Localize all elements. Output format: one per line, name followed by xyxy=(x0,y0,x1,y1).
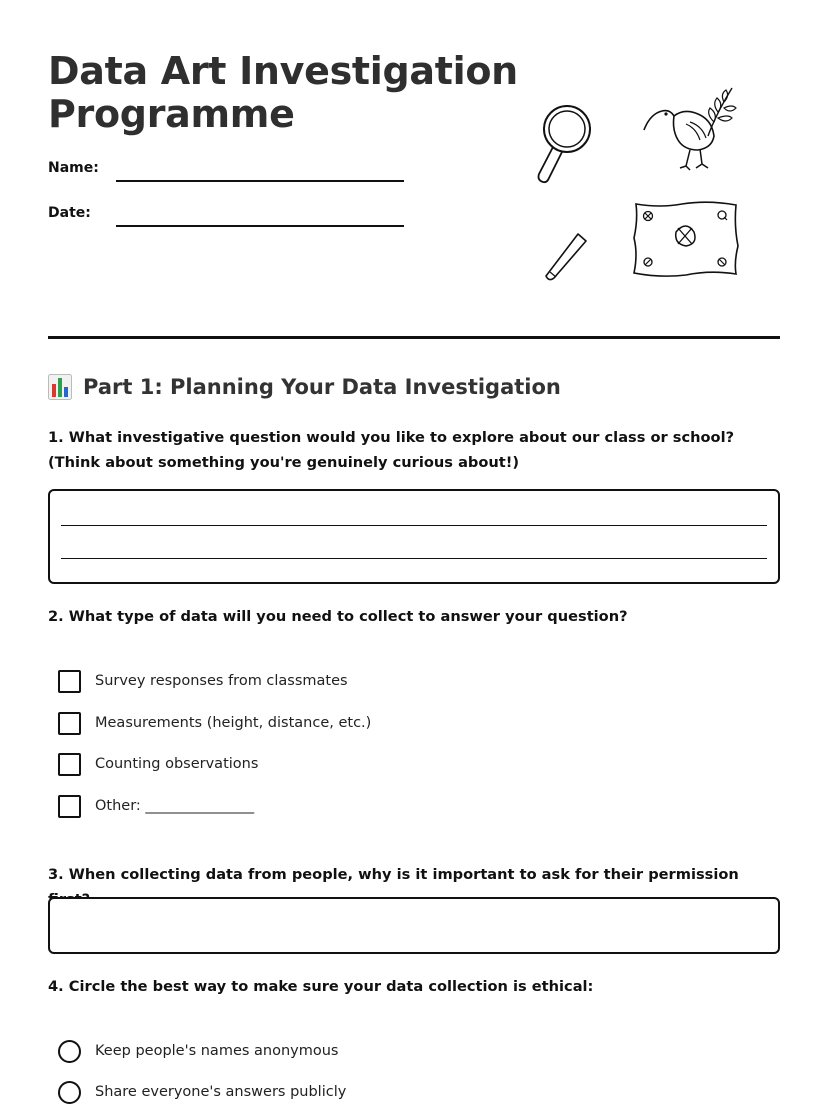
question-3: 3. When collecting data from people, why is it important to ask for their permission xyxy=(48,866,739,883)
option-label: Other: _______________ xyxy=(95,798,255,814)
checkbox[interactable] xyxy=(58,795,81,818)
answer-line xyxy=(61,525,767,526)
q1-answer-box[interactable] xyxy=(48,489,780,584)
q3-answer-box[interactable] xyxy=(48,897,780,954)
q2-option-counting[interactable] xyxy=(58,752,258,776)
answer-line xyxy=(61,558,767,559)
checkbox[interactable] xyxy=(58,670,81,693)
name-field[interactable] xyxy=(116,180,404,182)
option-label: Measurements (height, distance, etc.) xyxy=(95,715,372,731)
pencil-icon xyxy=(542,230,594,284)
radio-circle[interactable] xyxy=(58,1040,81,1063)
q2-option-other[interactable] xyxy=(58,794,254,818)
title-line-1: Data Art Investigation xyxy=(48,49,518,93)
magnifying-glass-icon xyxy=(532,100,598,188)
option-label: Counting observations xyxy=(95,756,259,772)
date-field[interactable] xyxy=(116,225,404,227)
title-line-2: Programme xyxy=(48,92,295,136)
question-2: 2. What type of data will you need to collect to answer your question? xyxy=(48,608,628,625)
q2-option-survey[interactable] xyxy=(58,669,348,693)
question-4: 4. Circle the best way to make sure your data collection is ethical: xyxy=(48,978,594,995)
option-label: Keep people's names anonymous xyxy=(95,1043,339,1059)
option-label: Share everyone's answers publicly xyxy=(95,1084,347,1100)
part1-heading-text: Part 1: Planning Your Data Investigation xyxy=(83,375,561,399)
date-label: Date: xyxy=(48,205,91,221)
page-title xyxy=(48,50,518,136)
q4-option-public[interactable] xyxy=(58,1080,346,1104)
bar-chart-icon xyxy=(48,374,72,400)
name-label: Name: xyxy=(48,160,99,176)
option-label: Survey responses from classmates xyxy=(95,673,348,689)
q2-option-measurements[interactable] xyxy=(58,711,371,735)
q4-option-anonymous[interactable] xyxy=(58,1039,338,1063)
checkbox[interactable] xyxy=(58,753,81,776)
kiwi-bird-icon xyxy=(642,84,738,174)
section-divider xyxy=(48,336,780,339)
part1-heading xyxy=(48,374,561,400)
radio-circle[interactable] xyxy=(58,1081,81,1104)
checkbox[interactable] xyxy=(58,712,81,735)
treasure-map-icon xyxy=(630,200,742,280)
question-1: 1. What investigative question would you like to explore about our class or school? (Think about something you're genuinely curious about!) xyxy=(48,429,735,471)
